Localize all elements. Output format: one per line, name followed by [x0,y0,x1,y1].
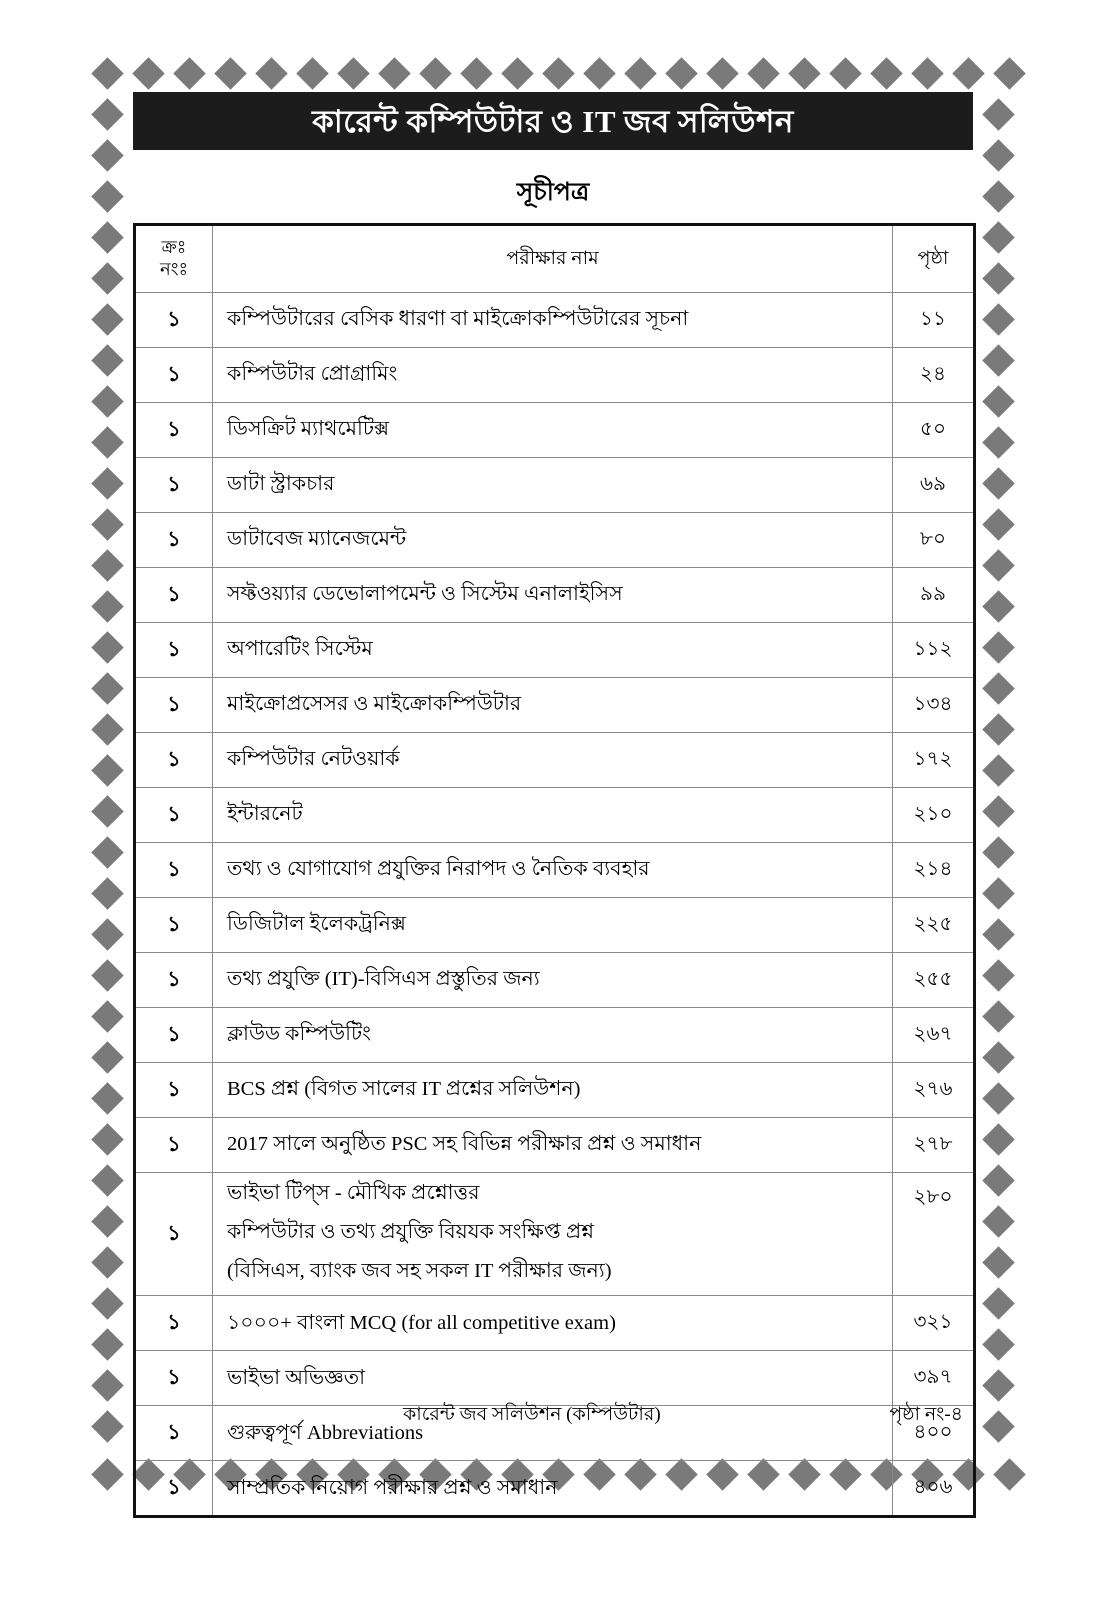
cell-serial-number: ১ [135,1296,213,1351]
diamond-ornament [91,426,124,459]
cell-page-number: ৩৯৭ [893,1351,975,1406]
diamond-ornament [460,57,493,90]
table-row[interactable] [135,678,975,733]
diamond-ornament [501,57,534,90]
diamond-ornament [747,57,780,90]
diamond-ornament [982,590,1015,623]
diamond-ornament [173,57,206,90]
diamond-ornament [214,57,247,90]
diamond-ornament [982,1123,1015,1156]
cell-serial-number: ১ [135,293,213,348]
diamond-ornament [952,57,985,90]
cell-page-number: ৫০ [893,403,975,458]
cell-exam-name[interactable]: গুরুত্বপূর্ণ Abbreviations [213,1406,893,1461]
table-row[interactable] [135,788,975,843]
column-header-page: পৃষ্ঠা [893,225,975,293]
diamond-ornament [91,1369,124,1402]
diamond-ornament [91,918,124,951]
cell-serial-number: ১ [135,1008,213,1063]
diamond-ornament [132,57,165,90]
diamond-ornament [982,795,1015,828]
cell-page-number: ৯৯ [893,568,975,623]
table-row[interactable] [135,733,975,788]
cell-page-number: ২১০ [893,788,975,843]
diamond-ornament [91,1205,124,1238]
cell-serial-number: ১ [135,513,213,568]
diamond-ornament [870,57,903,90]
cell-serial-number: ১ [135,1406,213,1461]
diamond-ornament [993,57,1026,90]
cell-exam-name[interactable]: ইন্টারনেট [213,788,893,843]
page-title: সূচীপত্র [516,179,590,206]
diamond-ornament [982,221,1015,254]
diamond-ornament [982,426,1015,459]
cell-page-number: ৪০০ [893,1406,975,1461]
diamond-ornament [982,508,1015,541]
diamond-ornament [665,57,698,90]
cell-exam-name[interactable]: তথ্য ও যোগাযোগ প্রযুক্তির নিরাপদ ও নৈতিক ব্যবহার [213,843,893,898]
diamond-ornament [982,1287,1015,1320]
cell-exam-name[interactable]: BCS প্রশ্ন (বিগত সালের IT প্রশ্নের সলিউশন) [213,1063,893,1118]
cell-serial-number: ১ [135,788,213,843]
cell-serial-number: ১ [135,1173,213,1296]
table-header-row [135,225,975,293]
column-header-serial [135,225,213,293]
diamond-ornament [982,631,1015,664]
diamond-ornament [91,1000,124,1033]
cell-exam-name[interactable]: মাইক্রোপ্রসেসর ও মাইক্রোকম্পিউটার [213,678,893,733]
diamond-ornament [982,1205,1015,1238]
diamond-ornament [91,877,124,910]
exam-name-line-2: কম্পিউটার ও তথ্য প্রযুক্তি বিয়যক সংক্ষিপ্ত প্রশ্ন [227,1221,595,1244]
diamond-ornament [982,467,1015,500]
diamond-ornament [91,180,124,213]
cell-exam-name[interactable]: ডিজিটাল ইলেকট্রনিক্স [213,898,893,953]
diamond-ornament [982,672,1015,705]
diamond-ornament [982,344,1015,377]
diamond-ornament [91,1164,124,1197]
page-content [133,92,973,1499]
diamond-ornament [788,57,821,90]
cell-exam-name[interactable]: তথ্য প্রযুক্তি (IT)-বিসিএস প্রস্তুতির জন্য [213,953,893,1008]
diamond-ornament [982,1246,1015,1279]
table-row[interactable] [135,293,975,348]
table-row[interactable] [135,513,975,568]
cell-serial-number: ১ [135,733,213,788]
cell-exam-name[interactable] [213,1173,893,1296]
diamond-ornament [91,385,124,418]
cell-serial-number: ১ [135,898,213,953]
diamond-ornament [91,795,124,828]
cell-serial-number: ১ [135,1461,213,1517]
diamond-ornament [982,1041,1015,1074]
diamond-ornament [542,57,575,90]
table-row[interactable] [135,568,975,623]
diamond-ornament [624,57,657,90]
table-row[interactable] [135,1461,975,1517]
diamond-ornament [378,57,411,90]
cell-serial-number: ১ [135,568,213,623]
cell-page-number: ২১৪ [893,843,975,898]
diamond-ornament [829,57,862,90]
column-header-exam-name: পরীক্ষার নাম [213,225,893,293]
diamond-ornament [91,139,124,172]
cell-page-number: ২২৫ [893,898,975,953]
diamond-ornament [91,713,124,746]
diamond-ornament [91,221,124,254]
diamond-ornament [982,1369,1015,1402]
cell-serial-number: ১ [135,1063,213,1118]
cell-page-number: ১১২ [893,623,975,678]
diamond-ornament [982,836,1015,869]
diamond-ornament [706,57,739,90]
cell-exam-name[interactable]: কম্পিউটার নেটওয়ার্ক [213,733,893,788]
diamond-ornament [993,1458,1026,1491]
diamond-ornament [982,139,1015,172]
cell-exam-name[interactable]: ডাটা স্ট্রাকচার [213,458,893,513]
table-of-contents [133,223,976,1518]
diamond-ornament [91,1123,124,1156]
diamond-ornament [91,836,124,869]
column-header-serial-line2: নংঃ [159,259,189,279]
table-row[interactable] [135,1173,975,1296]
diamond-ornament [982,180,1015,213]
diamond-ornament [982,98,1015,131]
diamond-ornament [91,98,124,131]
cell-page-number: ২৭৬ [893,1063,975,1118]
diamond-ornament [91,344,124,377]
cell-serial-number: ১ [135,348,213,403]
diamond-ornament [91,590,124,623]
cell-serial-number: ১ [135,403,213,458]
cell-page-number: ৬৯ [893,458,975,513]
cell-serial-number: ১ [135,843,213,898]
diamond-ornament [982,918,1015,951]
cell-exam-name[interactable]: সাম্প্রতিক নিয়োগ পরীক্ষার প্রশ্ন ও সমাধান [213,1461,893,1517]
diamond-ornament [911,57,944,90]
diamond-ornament [419,57,452,90]
cell-serial-number: ১ [135,953,213,1008]
table-row[interactable] [135,623,975,678]
diamond-ornament [91,754,124,787]
exam-name-line-3: (বিসিএস, ব্যাংক জব সহ সকল IT পরীক্ষার জন্য) [227,1260,612,1283]
table-row[interactable] [135,1118,975,1173]
table-row[interactable] [135,458,975,513]
cell-page-number: ২৭৮ [893,1118,975,1173]
cell-page-number: ৮০ [893,513,975,568]
table-row[interactable] [135,1351,975,1406]
diamond-ornament [982,1164,1015,1197]
cell-exam-name[interactable]: ভাইভা অভিজ্ঞতা [213,1351,893,1406]
cell-page-number: ১৭২ [893,733,975,788]
table-row[interactable] [135,348,975,403]
diamond-ornament [255,57,288,90]
diamond-ornament [91,1082,124,1115]
diamond-ornament [91,1410,124,1443]
diamond-ornament [91,508,124,541]
diamond-ornament [91,672,124,705]
cell-page-number: ১৩৪ [893,678,975,733]
cell-exam-name[interactable]: অপারেটিং সিস্টেম [213,623,893,678]
diamond-ornament [982,303,1015,336]
diamond-ornament [91,1458,124,1491]
cell-page-number: ২৪ [893,348,975,403]
book-title: কারেন্ট কম্পিউটার ও IT জব সলিউশন [312,103,794,139]
footer-book-name: কারেন্ট জব সলিউশন (কম্পিউটার) [403,1404,661,1425]
cell-exam-name[interactable]: ক্লাউড কম্পিউটিং [213,1008,893,1063]
table-row[interactable] [135,403,975,458]
diamond-ornament [982,385,1015,418]
cell-page-number: ২৮০ [893,1173,975,1296]
table-row[interactable] [135,953,975,1008]
table-row[interactable] [135,1296,975,1351]
cell-page-number: ৩২১ [893,1296,975,1351]
cell-serial-number: ১ [135,458,213,513]
diamond-ornament [91,467,124,500]
table-row[interactable] [135,1008,975,1063]
page-footer [133,1400,973,1432]
diamond-ornament [91,1328,124,1361]
diamond-ornament [91,549,124,582]
diamond-ornament [91,57,124,90]
diamond-ornament [583,57,616,90]
diamond-ornament [296,57,329,90]
diamond-ornament [982,1000,1015,1033]
cell-exam-name[interactable]: সফ্টওয়্যার ডেভোলাপমেন্ট ও সিস্টেম এনালাইসিস [213,568,893,623]
diamond-ornament [91,1246,124,1279]
diamond-ornament [91,631,124,664]
cell-page-number: ২৫৫ [893,953,975,1008]
cell-serial-number: ১ [135,623,213,678]
cell-page-number: ১১ [893,293,975,348]
cell-page-number: ২৬৭ [893,1008,975,1063]
diamond-ornament [337,57,370,90]
book-title-banner [133,92,973,150]
diamond-ornament [91,303,124,336]
cell-exam-name[interactable]: কম্পিউটারের বেসিক ধারণা বা মাইক্রোকম্পিউটারের সূচনা [213,293,893,348]
column-header-serial-line1: ক্রঃ [161,237,187,258]
diamond-ornament [91,262,124,295]
cell-serial-number: ১ [135,678,213,733]
cell-serial-number: ১ [135,1351,213,1406]
table-row[interactable] [135,898,975,953]
cell-exam-name[interactable]: ডাটাবেজ ম্যানেজমেন্ট [213,513,893,568]
diamond-ornament [982,713,1015,746]
cell-exam-name[interactable]: কম্পিউটার প্রোগ্রামিং [213,348,893,403]
diamond-ornament [982,959,1015,992]
table-row[interactable] [135,843,975,898]
footer-page-number: পৃষ্ঠা নং-৪ [889,1404,963,1425]
cell-exam-name[interactable]: ১০০০+ বাংলা MCQ (for all competitive exam) [213,1296,893,1351]
diamond-ornament [982,549,1015,582]
diamond-ornament [982,754,1015,787]
diamond-ornament [91,959,124,992]
diamond-ornament [982,1410,1015,1443]
exam-name-line-1: ভাইভা টিপ্‌স - মৌখিক প্রশ্নোত্তর [227,1182,480,1204]
diamond-ornament [982,262,1015,295]
diamond-ornament [982,877,1015,910]
diamond-ornament [982,1082,1015,1115]
cell-serial-number: ১ [135,1118,213,1173]
cell-exam-name[interactable]: 2017 সালে অনুষ্ঠিত PSC সহ বিভিন্ন পরীক্ষার প্রশ্ন ও সমাধান [213,1118,893,1173]
cell-exam-name[interactable]: ডিসক্রিট ম্যাথমেটিক্স [213,403,893,458]
diamond-ornament [91,1287,124,1320]
diamond-ornament [91,1041,124,1074]
table-row[interactable] [135,1063,975,1118]
cell-page-number: ৪০৬ [893,1461,975,1517]
diamond-ornament [982,1328,1015,1361]
